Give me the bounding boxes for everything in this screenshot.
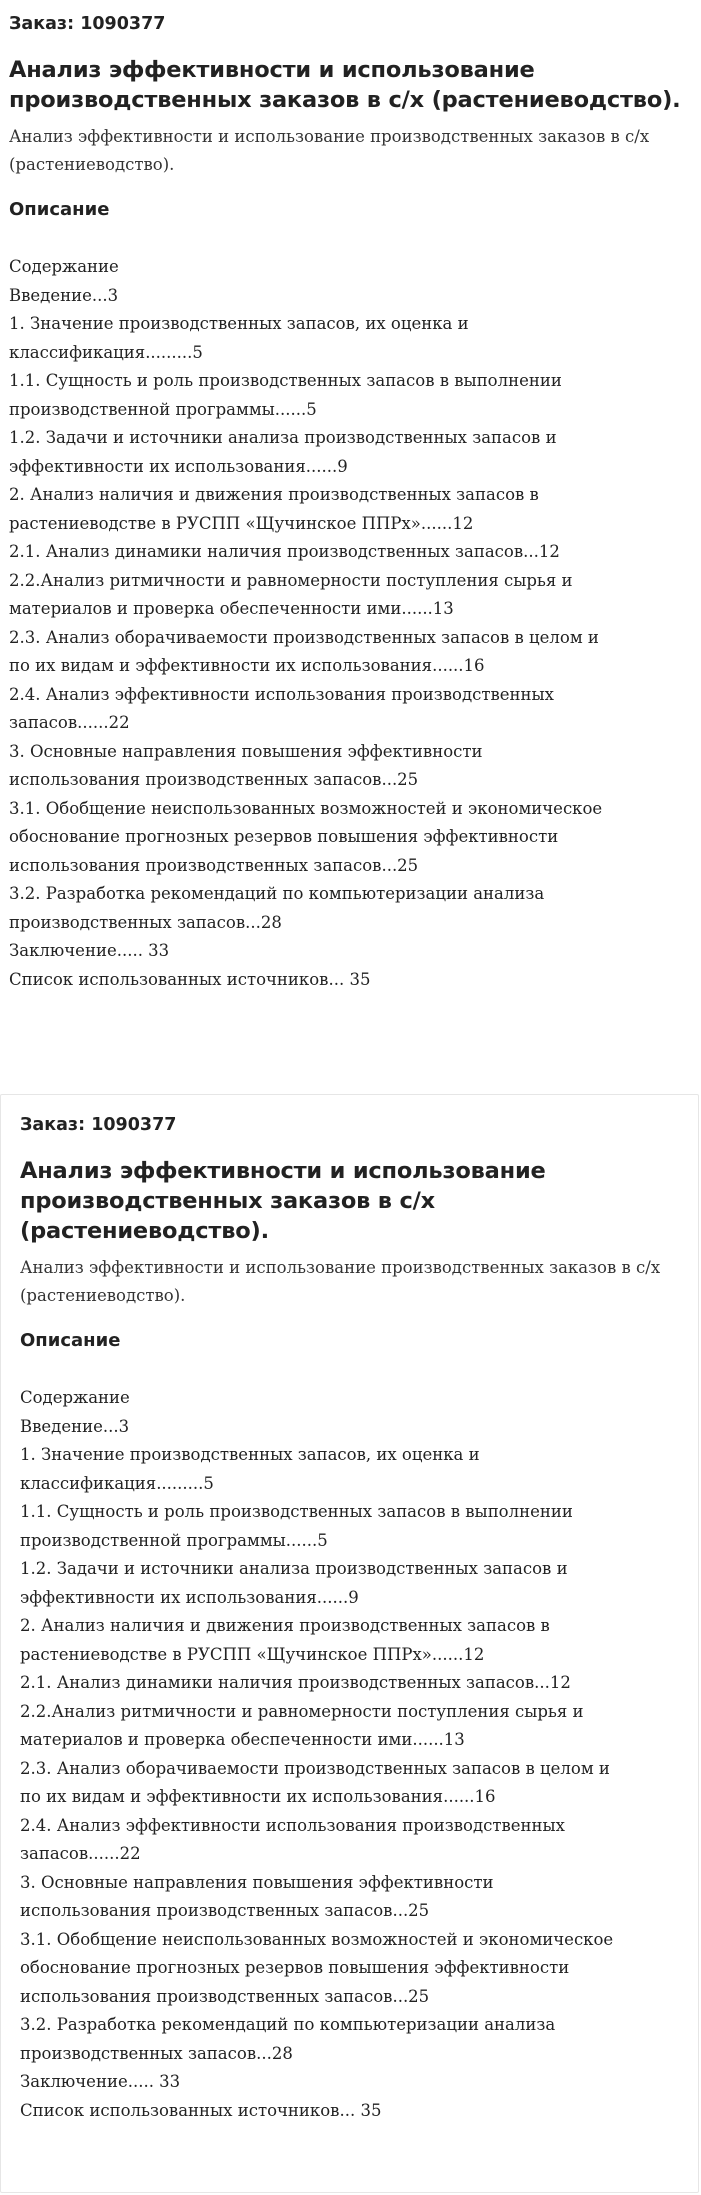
toc-line: производственной программы......5 <box>20 1530 328 1550</box>
toc-line: Список использованных источников... 35 <box>9 969 371 989</box>
toc-line: эффективности их использования......9 <box>20 1587 359 1607</box>
description-heading: Описание <box>9 199 110 220</box>
toc-line: запасов......22 <box>20 1844 141 1863</box>
toc-line: обоснование прогнозных резервов повышения эффективности <box>9 827 559 846</box>
description-heading: Описание <box>20 1330 121 1351</box>
order-card <box>0 1094 699 2193</box>
toc-line: 2. Анализ наличия и движения производственных запасов в <box>20 1616 550 1635</box>
toc-line: материалов и проверка обеспеченности ими......13 <box>20 1730 465 1749</box>
order-number: Заказ: 1090377 <box>20 1115 177 1135</box>
toc-line: по их видам и эффективности их использования......16 <box>20 1787 496 1806</box>
toc-line: по их видам и эффективности их использования......16 <box>9 656 485 675</box>
toc-line: 1.1. Сущность и роль производственных запасов в выполнении <box>9 371 562 390</box>
toc-line: классификация.........5 <box>20 1473 214 1493</box>
toc-line: 2.4. Анализ эффективности использования производственных <box>9 684 554 704</box>
toc-line: Содержание <box>20 1388 130 1407</box>
toc-line: 3.1. Обобщение неиспользованных возможностей и экономическое <box>9 798 603 818</box>
toc-line: 3.1. Обобщение неиспользованных возможностей и экономическое <box>20 1929 614 1949</box>
toc-line: Содержание <box>9 257 119 276</box>
toc-line: 3. Основные направления повышения эффективности <box>20 1872 494 1892</box>
toc-line: Заключение..... 33 <box>20 2072 181 2091</box>
toc-line: 3. Основные направления повышения эффективности <box>9 741 483 761</box>
toc-line: запасов......22 <box>9 713 130 732</box>
toc-line: 2.4. Анализ эффективности использования производственных <box>20 1815 565 1835</box>
toc-line: 1.1. Сущность и роль производственных запасов в выполнении <box>20 1502 573 1521</box>
order-number: Заказ: 1090377 <box>9 14 166 34</box>
toc-line: Список использованных источников... 35 <box>20 2100 382 2120</box>
order-subtitle: Анализ эффективности и использование производственных заказов в с/х (растениеводство). <box>9 127 650 174</box>
toc-line: эффективности их использования......9 <box>9 456 348 476</box>
toc-line: 1. Значение производственных запасов, их оценка и <box>20 1445 480 1464</box>
toc-line: Заключение..... 33 <box>9 941 170 960</box>
toc-line: Введение...3 <box>20 1416 130 1436</box>
toc-line: использования производственных запасов...25 <box>20 1901 430 1920</box>
toc-line: Введение...3 <box>9 285 119 305</box>
toc-line: обоснование прогнозных резервов повышения эффективности <box>20 1958 570 1977</box>
toc-line: использования производственных запасов...25 <box>20 1986 430 2006</box>
toc-line: 2. Анализ наличия и движения производственных запасов в <box>9 485 539 504</box>
toc-line: 3.2. Разработка рекомендаций по компьютеризации анализа <box>9 884 545 903</box>
order-card <box>0 0 699 1040</box>
toc-line: 2.3. Анализ оборачиваемости производственных запасов в целом и <box>9 627 599 647</box>
toc-line: 2.3. Анализ оборачиваемости производственных запасов в целом и <box>20 1758 610 1778</box>
toc-line: производственной программы......5 <box>9 399 317 419</box>
toc-line: материалов и проверка обеспеченности ими......13 <box>9 599 454 618</box>
toc-line: 1.2. Задачи и источники анализа производственных запасов и <box>20 1559 568 1578</box>
toc-line: 3.2. Разработка рекомендаций по компьютеризации анализа <box>20 2015 556 2034</box>
toc-line: производственных запасов...28 <box>20 2043 293 2063</box>
toc-line: 2.2.Анализ ритмичности и равномерности поступления сырья и <box>9 570 573 590</box>
toc-line: растениеводстве в РУСПП «Щучинское ППРх»......12 <box>9 513 474 533</box>
toc-line: 1. Значение производственных запасов, их оценка и <box>9 314 469 333</box>
toc-line: растениеводстве в РУСПП «Щучинское ППРх»......12 <box>20 1644 485 1664</box>
order-title: Анализ эффективности и использование производственных заказов в с/х (растениеводство). <box>9 57 681 113</box>
toc-line: 2.2.Анализ ритмичности и равномерности поступления сырья и <box>20 1701 584 1721</box>
table-of-contents <box>20 1384 688 2125</box>
toc-line: использования производственных запасов...25 <box>9 770 419 789</box>
toc-line: 2.1. Анализ динамики наличия производственных запасов...12 <box>20 1673 571 1692</box>
order-subtitle: Анализ эффективности и использование производственных заказов в с/х (растениеводство). <box>20 1258 661 1305</box>
toc-line: использования производственных запасов...25 <box>9 855 419 875</box>
toc-line: 2.1. Анализ динамики наличия производственных запасов...12 <box>9 542 560 561</box>
order-title: Анализ эффективности и использование производственных заказов в с/х (растениеводство). <box>20 1158 546 1244</box>
toc-line: 1.2. Задачи и источники анализа производственных запасов и <box>9 428 557 447</box>
toc-line: классификация.........5 <box>9 342 203 362</box>
table-of-contents <box>9 253 689 994</box>
toc-line: производственных запасов...28 <box>9 912 282 932</box>
